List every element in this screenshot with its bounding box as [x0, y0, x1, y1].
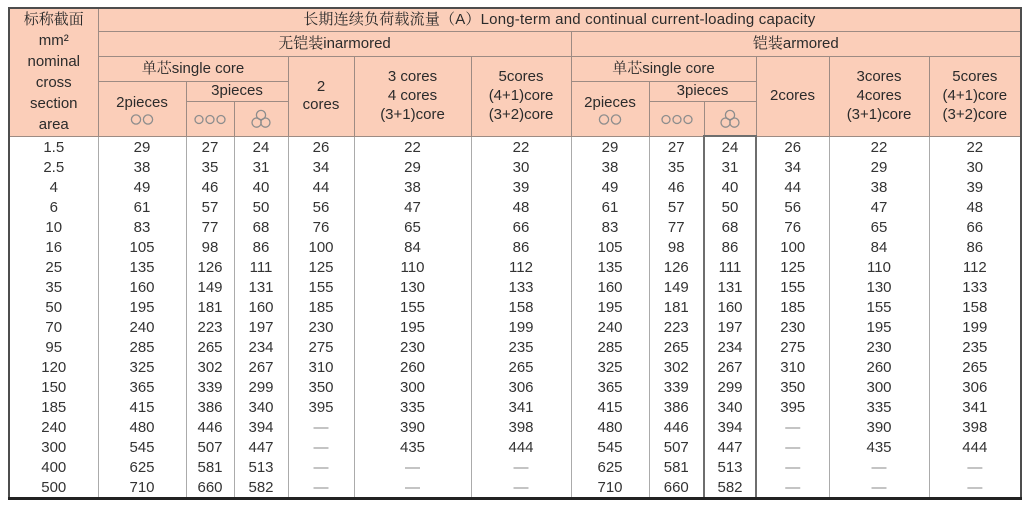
capacity-value-cell: 77: [649, 217, 704, 237]
capacity-value-cell: 365: [98, 377, 186, 397]
armored-3pieces-header: 3pieces: [649, 82, 756, 102]
table-header: [9, 8, 1021, 136]
capacity-value-cell: 158: [471, 297, 571, 317]
capacity-value-cell: 306: [929, 377, 1021, 397]
capacity-value-cell: 325: [571, 357, 649, 377]
corner-line-cross: cross: [35, 74, 72, 92]
capacity-value-cell: 302: [186, 357, 234, 377]
capacity-value-cell: 195: [354, 317, 471, 337]
nominal-area-cell: 150: [9, 377, 98, 397]
capacity-value-cell: 30: [471, 157, 571, 177]
capacity-value-cell: 340: [704, 397, 756, 417]
table-row: [9, 417, 1021, 437]
capacity-value-cell: 84: [829, 237, 929, 257]
capacity-value-cell: 223: [649, 317, 704, 337]
capacity-value-cell: 56: [288, 197, 354, 217]
capacity-value-cell: 275: [756, 337, 829, 357]
capacity-value-cell: 310: [756, 357, 829, 377]
capacity-value-cell: 230: [756, 317, 829, 337]
capacity-value-cell: 398: [929, 417, 1021, 437]
capacity-value-cell: 230: [829, 337, 929, 357]
capacity-value-cell: 40: [234, 177, 288, 197]
capacity-value-cell: 66: [471, 217, 571, 237]
capacity-value-cell: 340: [234, 397, 288, 417]
table-row: [9, 357, 1021, 377]
unarmored-3pieces-flat-header: [186, 101, 234, 136]
capacity-value-cell: 197: [234, 317, 288, 337]
capacity-value-cell: 86: [471, 237, 571, 257]
nominal-area-cell: 1.5: [9, 136, 98, 157]
table-row: [9, 377, 1021, 397]
corner-line-area: area: [38, 116, 69, 134]
capacity-value-cell: —: [288, 457, 354, 477]
nominal-area-cell: 70: [9, 317, 98, 337]
capacity-value-cell: 34: [288, 157, 354, 177]
table-row: [9, 177, 1021, 197]
capacity-value-cell: 27: [186, 136, 234, 157]
capacity-value-cell: 31: [234, 157, 288, 177]
capacity-value-cell: 76: [288, 217, 354, 237]
two-circles-icon: [572, 113, 649, 126]
capacity-value-cell: 275: [288, 337, 354, 357]
nominal-area-cell: 400: [9, 457, 98, 477]
capacity-value-cell: 133: [929, 277, 1021, 297]
capacity-value-cell: 125: [756, 257, 829, 277]
capacity-value-cell: 581: [649, 457, 704, 477]
table-row: [9, 297, 1021, 317]
capacity-value-cell: 22: [471, 136, 571, 157]
table-row: [9, 217, 1021, 237]
capacity-value-cell: 197: [704, 317, 756, 337]
capacity-value-cell: —: [756, 417, 829, 437]
capacity-value-cell: —: [354, 477, 471, 499]
unarmored-5cores-header: 5cores (4+1)core (3+2)core: [471, 57, 571, 137]
capacity-value-cell: 100: [756, 237, 829, 257]
capacity-value-cell: 27: [649, 136, 704, 157]
unarmored-2cores-header: 2 cores: [288, 57, 354, 137]
capacity-value-cell: —: [471, 457, 571, 477]
capacity-value-cell: 24: [704, 136, 756, 157]
capacity-value-cell: 339: [186, 377, 234, 397]
capacity-value-cell: 22: [354, 136, 471, 157]
table-title: 长期连续负荷载流量（A）Long-term and continual current-loading capacity: [98, 8, 1021, 32]
capacity-value-cell: 435: [354, 437, 471, 457]
capacity-value-cell: 199: [929, 317, 1021, 337]
trefoil-circles-icon: [235, 109, 288, 129]
capacity-value-cell: 300: [829, 377, 929, 397]
capacity-value-cell: 22: [829, 136, 929, 157]
capacity-value-cell: 130: [829, 277, 929, 297]
table-row: [9, 397, 1021, 417]
nominal-area-cell: 4: [9, 177, 98, 197]
unarmored-2pieces-header: 2pieces: [98, 82, 186, 137]
capacity-value-cell: —: [929, 477, 1021, 499]
unarmored-3pieces-trefoil-header: [234, 101, 288, 136]
corner-line-nominal: nominal: [27, 53, 81, 71]
capacity-value-cell: 65: [354, 217, 471, 237]
capacity-value-cell: 581: [186, 457, 234, 477]
capacity-value-cell: 77: [186, 217, 234, 237]
armored-2pieces-header: 2pieces: [571, 82, 649, 137]
capacity-value-cell: 158: [929, 297, 1021, 317]
capacity-value-cell: 435: [829, 437, 929, 457]
capacity-value-cell: 240: [98, 317, 186, 337]
capacity-value-cell: 38: [829, 177, 929, 197]
capacity-value-cell: 160: [234, 297, 288, 317]
capacity-value-cell: 76: [756, 217, 829, 237]
capacity-value-cell: 61: [98, 197, 186, 217]
capacity-value-cell: 507: [649, 437, 704, 457]
capacity-value-cell: 582: [704, 477, 756, 499]
capacity-value-cell: 386: [649, 397, 704, 417]
capacity-value-cell: 29: [571, 136, 649, 157]
corner-line-mm2: mm²: [38, 32, 69, 50]
capacity-value-cell: 447: [704, 437, 756, 457]
capacity-value-cell: 267: [704, 357, 756, 377]
capacity-value-cell: 480: [98, 417, 186, 437]
capacity-value-cell: 185: [756, 297, 829, 317]
capacity-value-cell: 65: [829, 217, 929, 237]
capacity-value-cell: 394: [234, 417, 288, 437]
capacity-value-cell: 265: [471, 357, 571, 377]
capacity-value-cell: 195: [829, 317, 929, 337]
capacity-value-cell: —: [288, 477, 354, 499]
capacity-value-cell: 365: [571, 377, 649, 397]
nominal-area-cell: 95: [9, 337, 98, 357]
capacity-value-cell: 398: [471, 417, 571, 437]
capacity-value-cell: 133: [471, 277, 571, 297]
capacity-value-cell: 26: [288, 136, 354, 157]
unarmored-single-core-header: 单芯single core: [98, 57, 288, 82]
capacity-value-cell: 105: [571, 237, 649, 257]
capacity-value-cell: 135: [571, 257, 649, 277]
capacity-value-cell: —: [288, 437, 354, 457]
capacity-value-cell: 181: [649, 297, 704, 317]
capacity-value-cell: 111: [704, 257, 756, 277]
unarmored-section-header: 无铠装inarmored: [98, 32, 571, 57]
table-row: [9, 157, 1021, 177]
capacity-value-cell: 195: [98, 297, 186, 317]
nominal-area-cell: 50: [9, 297, 98, 317]
capacity-value-cell: 160: [704, 297, 756, 317]
capacity-value-cell: 40: [704, 177, 756, 197]
capacity-value-cell: 57: [186, 197, 234, 217]
nominal-cross-section-header: [9, 8, 98, 136]
table-row: [9, 237, 1021, 257]
capacity-value-cell: 260: [354, 357, 471, 377]
capacity-value-cell: —: [829, 477, 929, 499]
capacity-value-cell: 285: [571, 337, 649, 357]
capacity-value-cell: 302: [649, 357, 704, 377]
capacity-value-cell: 710: [98, 477, 186, 499]
capacity-value-cell: 447: [234, 437, 288, 457]
capacity-value-cell: 100: [288, 237, 354, 257]
capacity-value-cell: 234: [704, 337, 756, 357]
table-row: [9, 277, 1021, 297]
capacity-value-cell: 110: [354, 257, 471, 277]
capacity-value-cell: 181: [186, 297, 234, 317]
capacity-value-cell: 234: [234, 337, 288, 357]
capacity-value-cell: 341: [929, 397, 1021, 417]
table-row: [9, 317, 1021, 337]
capacity-value-cell: 44: [288, 177, 354, 197]
capacity-value-cell: 50: [704, 197, 756, 217]
capacity-value-cell: 149: [186, 277, 234, 297]
capacity-value-cell: 285: [98, 337, 186, 357]
nominal-area-cell: 25: [9, 257, 98, 277]
capacity-value-cell: 199: [471, 317, 571, 337]
capacity-value-cell: 112: [929, 257, 1021, 277]
capacity-value-cell: 83: [571, 217, 649, 237]
capacity-value-cell: 105: [98, 237, 186, 257]
capacity-value-cell: —: [756, 437, 829, 457]
capacity-value-cell: —: [354, 457, 471, 477]
capacity-value-cell: 46: [649, 177, 704, 197]
capacity-value-cell: 415: [571, 397, 649, 417]
capacity-value-cell: 56: [756, 197, 829, 217]
capacity-value-cell: 155: [756, 277, 829, 297]
capacity-value-cell: —: [829, 457, 929, 477]
corner-line-cn: 标称截面: [23, 11, 84, 29]
capacity-value-cell: 38: [98, 157, 186, 177]
capacity-value-cell: 30: [929, 157, 1021, 177]
capacity-value-cell: 395: [756, 397, 829, 417]
capacity-value-cell: 48: [929, 197, 1021, 217]
capacity-value-cell: 235: [471, 337, 571, 357]
capacity-value-cell: 35: [649, 157, 704, 177]
capacity-value-cell: 98: [649, 237, 704, 257]
capacity-value-cell: 386: [186, 397, 234, 417]
capacity-value-cell: 625: [98, 457, 186, 477]
unarmored-3pieces-header: 3pieces: [186, 82, 288, 102]
capacity-value-cell: 131: [704, 277, 756, 297]
capacity-value-cell: 390: [354, 417, 471, 437]
capacity-value-cell: 444: [471, 437, 571, 457]
capacity-value-cell: 38: [354, 177, 471, 197]
nominal-area-cell: 500: [9, 477, 98, 499]
capacity-value-cell: 31: [704, 157, 756, 177]
capacity-value-cell: 195: [571, 297, 649, 317]
capacity-value-cell: 335: [829, 397, 929, 417]
trefoil-circles-icon: [705, 109, 756, 129]
capacity-value-cell: 265: [929, 357, 1021, 377]
capacity-value-cell: 660: [649, 477, 704, 499]
capacity-value-cell: 710: [571, 477, 649, 499]
capacity-value-cell: 68: [704, 217, 756, 237]
capacity-value-cell: 299: [234, 377, 288, 397]
nominal-area-cell: 120: [9, 357, 98, 377]
capacity-value-cell: 86: [704, 237, 756, 257]
nominal-area-cell: 300: [9, 437, 98, 457]
table-row: [9, 257, 1021, 277]
capacity-value-cell: —: [756, 457, 829, 477]
capacity-value-cell: 350: [288, 377, 354, 397]
capacity-value-cell: 149: [649, 277, 704, 297]
capacity-value-cell: —: [471, 477, 571, 499]
capacity-value-cell: 29: [829, 157, 929, 177]
capacity-value-cell: 98: [186, 237, 234, 257]
capacity-value-cell: 50: [234, 197, 288, 217]
capacity-value-cell: 160: [571, 277, 649, 297]
corner-line-section: section: [29, 95, 78, 113]
nominal-area-cell: 10: [9, 217, 98, 237]
capacity-value-cell: 339: [649, 377, 704, 397]
capacity-value-cell: 22: [929, 136, 1021, 157]
capacity-value-cell: 112: [471, 257, 571, 277]
table-row: [9, 437, 1021, 457]
capacity-value-cell: 39: [471, 177, 571, 197]
nominal-area-cell: 185: [9, 397, 98, 417]
capacity-value-cell: 86: [234, 237, 288, 257]
nominal-area-cell: 6: [9, 197, 98, 217]
capacity-value-cell: 155: [354, 297, 471, 317]
capacity-value-cell: 513: [704, 457, 756, 477]
capacity-value-cell: 29: [98, 136, 186, 157]
capacity-value-cell: 265: [186, 337, 234, 357]
capacity-value-cell: 507: [186, 437, 234, 457]
capacity-value-cell: 341: [471, 397, 571, 417]
nominal-area-cell: 16: [9, 237, 98, 257]
capacity-value-cell: 39: [929, 177, 1021, 197]
table-row: [9, 337, 1021, 357]
capacity-value-cell: 131: [234, 277, 288, 297]
capacity-value-cell: 310: [288, 357, 354, 377]
armored-2cores-header: 2cores: [756, 57, 829, 137]
capacity-value-cell: 660: [186, 477, 234, 499]
capacity-value-cell: 38: [571, 157, 649, 177]
armored-5cores-header: 5cores (4+1)core (3+2)core: [929, 57, 1021, 137]
capacity-value-cell: 394: [704, 417, 756, 437]
capacity-value-cell: 395: [288, 397, 354, 417]
capacity-value-cell: 47: [354, 197, 471, 217]
capacity-value-cell: 86: [929, 237, 1021, 257]
capacity-value-cell: 300: [354, 377, 471, 397]
capacity-value-cell: 223: [186, 317, 234, 337]
capacity-value-cell: 135: [98, 257, 186, 277]
capacity-value-cell: 29: [354, 157, 471, 177]
armored-3pieces-trefoil-header: [704, 101, 756, 136]
capacity-value-cell: 126: [649, 257, 704, 277]
capacity-value-cell: 84: [354, 237, 471, 257]
capacity-value-cell: 299: [704, 377, 756, 397]
nominal-area-cell: 240: [9, 417, 98, 437]
capacity-value-cell: —: [756, 477, 829, 499]
capacity-value-cell: 185: [288, 297, 354, 317]
capacity-value-cell: 46: [186, 177, 234, 197]
capacity-value-cell: 83: [98, 217, 186, 237]
capacity-value-cell: 110: [829, 257, 929, 277]
three-circles-row-icon: [187, 114, 234, 125]
capacity-value-cell: 235: [929, 337, 1021, 357]
capacity-value-cell: 390: [829, 417, 929, 437]
table-body: [9, 136, 1021, 499]
capacity-value-cell: 160: [98, 277, 186, 297]
table-row: [9, 457, 1021, 477]
capacity-value-cell: 415: [98, 397, 186, 417]
capacity-value-cell: 24: [234, 136, 288, 157]
capacity-value-cell: 240: [571, 317, 649, 337]
capacity-value-cell: 155: [829, 297, 929, 317]
capacity-value-cell: 513: [234, 457, 288, 477]
capacity-value-cell: 306: [471, 377, 571, 397]
capacity-value-cell: 125: [288, 257, 354, 277]
capacity-value-cell: 480: [571, 417, 649, 437]
capacity-value-cell: 325: [98, 357, 186, 377]
three-circles-row-icon: [650, 114, 704, 125]
capacity-value-cell: 446: [649, 417, 704, 437]
capacity-value-cell: 35: [186, 157, 234, 177]
armored-3-4cores-header: 3cores 4cores (3+1)core: [829, 57, 929, 137]
capacity-value-cell: 47: [829, 197, 929, 217]
capacity-value-cell: 545: [98, 437, 186, 457]
capacity-value-cell: 68: [234, 217, 288, 237]
capacity-value-cell: 582: [234, 477, 288, 499]
capacity-value-cell: 267: [234, 357, 288, 377]
two-circles-icon: [99, 113, 186, 126]
table-row: [9, 136, 1021, 157]
nominal-area-cell: 2.5: [9, 157, 98, 177]
capacity-value-cell: 155: [288, 277, 354, 297]
armored-single-core-header: 单芯single core: [571, 57, 756, 82]
capacity-value-cell: 49: [571, 177, 649, 197]
capacity-value-cell: 230: [288, 317, 354, 337]
capacity-value-cell: 130: [354, 277, 471, 297]
capacity-value-cell: 230: [354, 337, 471, 357]
capacity-value-cell: 350: [756, 377, 829, 397]
capacity-value-cell: 48: [471, 197, 571, 217]
current-capacity-table: [8, 7, 1022, 500]
capacity-value-cell: 66: [929, 217, 1021, 237]
capacity-value-cell: 34: [756, 157, 829, 177]
nominal-area-cell: 35: [9, 277, 98, 297]
capacity-value-cell: 126: [186, 257, 234, 277]
capacity-value-cell: 260: [829, 357, 929, 377]
capacity-value-cell: 545: [571, 437, 649, 457]
table-row: [9, 477, 1021, 499]
capacity-value-cell: —: [929, 457, 1021, 477]
capacity-value-cell: 57: [649, 197, 704, 217]
capacity-value-cell: 265: [649, 337, 704, 357]
capacity-value-cell: 111: [234, 257, 288, 277]
capacity-value-cell: 446: [186, 417, 234, 437]
capacity-value-cell: 26: [756, 136, 829, 157]
table-row: [9, 197, 1021, 217]
armored-3pieces-flat-header: [649, 101, 704, 136]
armored-section-header: 铠装armored: [571, 32, 1021, 57]
capacity-value-cell: 44: [756, 177, 829, 197]
capacity-value-cell: 61: [571, 197, 649, 217]
capacity-value-cell: 625: [571, 457, 649, 477]
capacity-value-cell: 49: [98, 177, 186, 197]
capacity-value-cell: —: [288, 417, 354, 437]
capacity-value-cell: 444: [929, 437, 1021, 457]
capacity-value-cell: 335: [354, 397, 471, 417]
unarmored-3-4cores-header: 3 cores 4 cores (3+1)core: [354, 57, 471, 137]
